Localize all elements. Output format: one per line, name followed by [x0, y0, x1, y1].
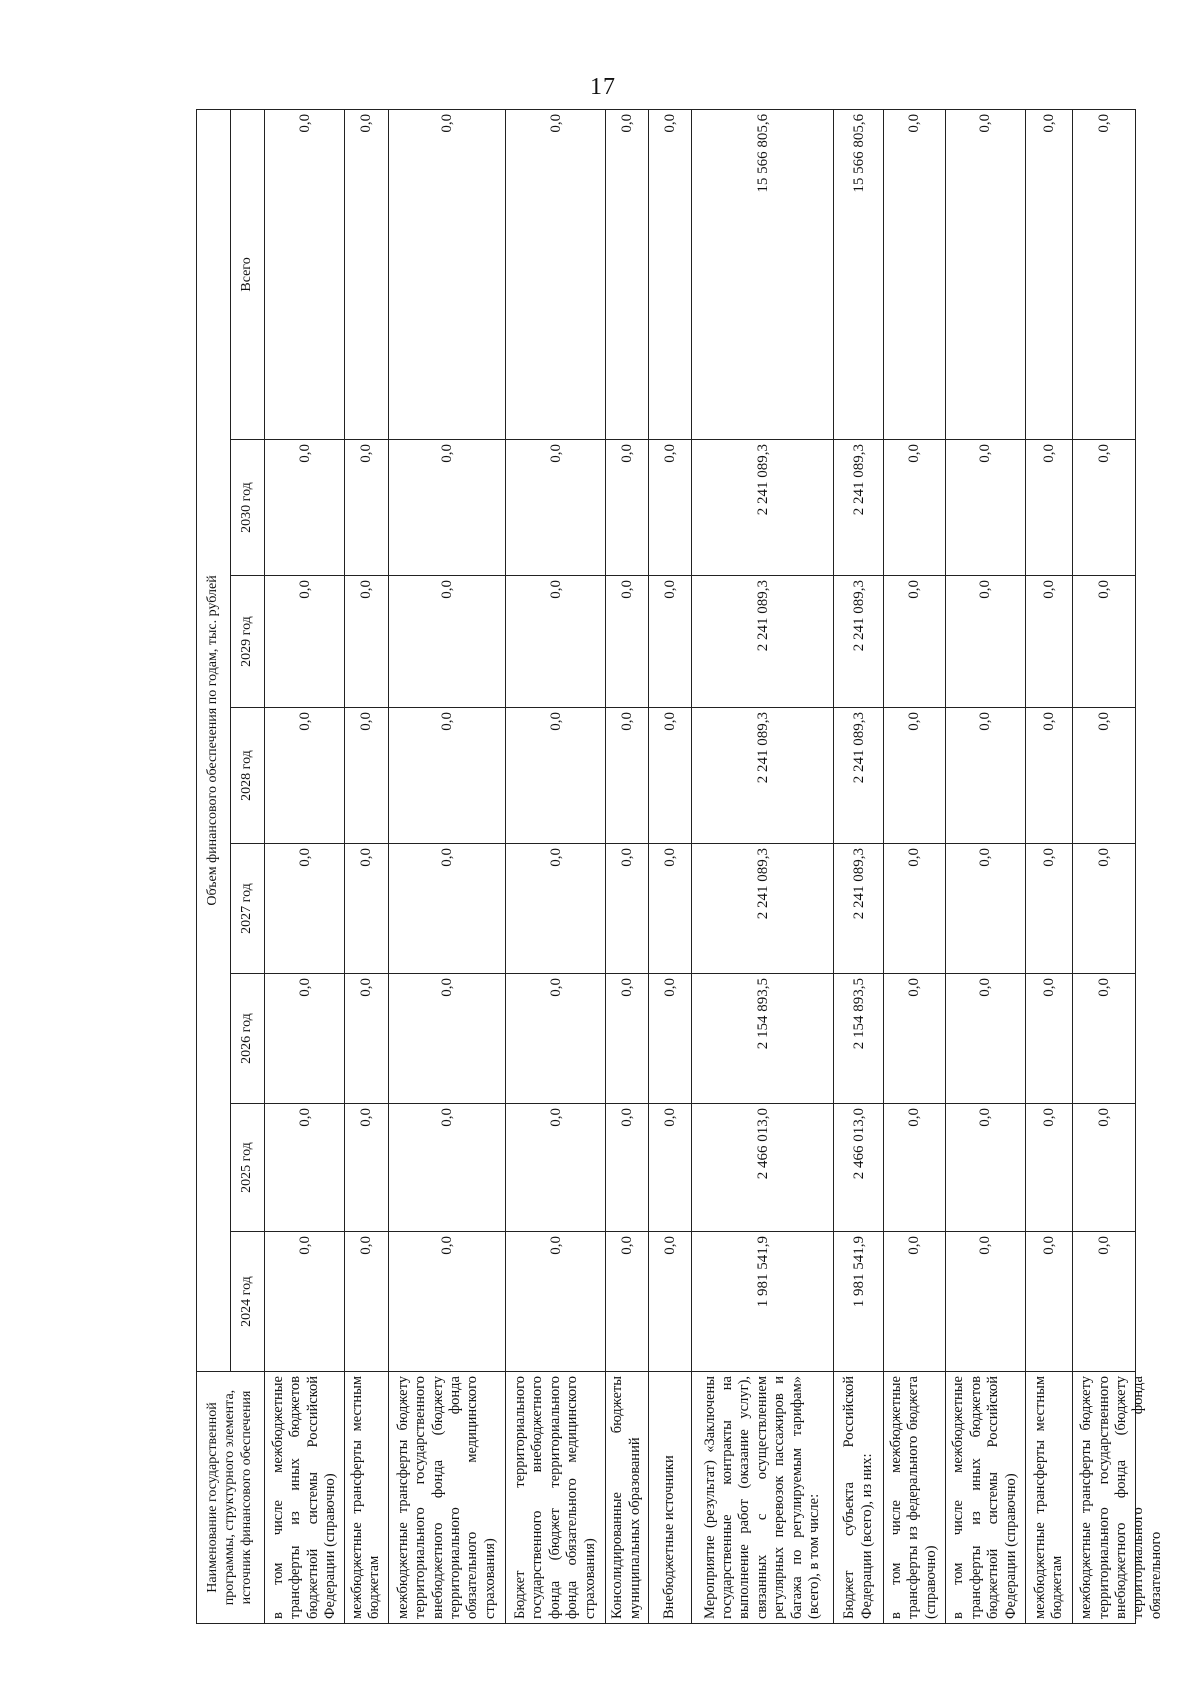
- table-row: [945, 109, 1025, 1623]
- cell-2030: 0,0: [1025, 440, 1072, 576]
- page-number: 17: [590, 74, 616, 100]
- cell-total: 15 566 805,6: [691, 109, 833, 439]
- cell-2026: 0,0: [883, 974, 945, 1104]
- table-row: [1025, 109, 1072, 1623]
- header-year-2030: 2030 год: [231, 440, 265, 576]
- header-financing-group: Объем финансового обеспечения по годам, тыс. рублей: [197, 109, 231, 1371]
- cell-2028: 0,0: [345, 708, 388, 844]
- cell-2027: 2 241 089,3: [834, 844, 884, 974]
- cell-2025: 0,0: [345, 1104, 388, 1232]
- cell-2029: 0,0: [648, 576, 691, 708]
- rotated-table-container: [196, 110, 1164, 1624]
- cell-2026: 0,0: [345, 974, 388, 1104]
- header-year-2029: 2029 год: [231, 576, 265, 708]
- table-row: [388, 109, 506, 1623]
- cell-2026: 0,0: [1073, 974, 1136, 1104]
- cell-2029: 2 241 089,3: [691, 576, 833, 708]
- cell-2030: 0,0: [265, 440, 345, 576]
- header-year-2027: 2027 год: [231, 844, 265, 974]
- cell-2024: 0,0: [345, 1232, 388, 1372]
- cell-2027: 0,0: [1025, 844, 1072, 974]
- cell-2025: 0,0: [945, 1104, 1025, 1232]
- cell-total: 0,0: [506, 109, 605, 439]
- header-year-2025: 2025 год: [231, 1104, 265, 1232]
- cell-2029: 2 241 089,3: [834, 576, 884, 708]
- cell-2026: 0,0: [388, 974, 506, 1104]
- cell-2027: 0,0: [1073, 844, 1136, 974]
- cell-total: 0,0: [1073, 109, 1136, 439]
- row-name: Бюджет субъекта Российской Федерации (всего), из них:: [834, 1372, 884, 1624]
- cell-2028: 0,0: [1025, 708, 1072, 844]
- cell-2024: 1 981 541,9: [691, 1232, 833, 1372]
- row-name: в том числе межбюджетные трансферты из иных бюджетов бюджетной системы Российской Федерации (справочно): [945, 1372, 1025, 1624]
- cell-2029: 0,0: [1025, 576, 1072, 708]
- cell-total: 0,0: [388, 109, 506, 439]
- cell-2027: 0,0: [945, 844, 1025, 974]
- cell-2028: 0,0: [1073, 708, 1136, 844]
- cell-2030: 0,0: [506, 440, 605, 576]
- cell-2028: 2 241 089,3: [691, 708, 833, 844]
- row-name: [1073, 1372, 1164, 1624]
- cell-total: 0,0: [883, 109, 945, 439]
- cell-2026: 2 154 893,5: [834, 974, 884, 1104]
- cell-2029: 0,0: [265, 576, 345, 708]
- cell-2029: 0,0: [605, 576, 648, 708]
- cell-2026: 0,0: [648, 974, 691, 1104]
- cell-2024: 0,0: [883, 1232, 945, 1372]
- cell-2026: 0,0: [605, 974, 648, 1104]
- table-row: [648, 109, 691, 1623]
- cell-2030: 0,0: [648, 440, 691, 576]
- cell-2028: 0,0: [883, 708, 945, 844]
- row-name: межбюджетные трансферты местным бюджетам: [345, 1372, 388, 1624]
- header-total: Всего: [231, 109, 265, 439]
- cell-2028: 2 241 089,3: [834, 708, 884, 844]
- cell-2025: 0,0: [506, 1104, 605, 1232]
- cell-2030: 0,0: [345, 440, 388, 576]
- cell-2024: 0,0: [506, 1232, 605, 1372]
- cell-total: 0,0: [345, 109, 388, 439]
- cell-2028: 0,0: [605, 708, 648, 844]
- cell-2029: 0,0: [506, 576, 605, 708]
- cell-total: 0,0: [1025, 109, 1072, 439]
- row-name: Внебюджетные источники: [648, 1372, 691, 1624]
- cell-2027: 0,0: [506, 844, 605, 974]
- cell-2030: 0,0: [945, 440, 1025, 576]
- table-row: [834, 109, 884, 1623]
- cell-2027: 0,0: [345, 844, 388, 974]
- row-name: Мероприятие (результат) «Заключены государственные контракты на выполнение работ (оказание услуг), связанных с осуществлением регулярных перевозок пассажиров и багажа по регулируемым тарифам» (всего), в том числе:: [691, 1372, 833, 1624]
- cell-2025: 0,0: [605, 1104, 648, 1232]
- cell-2024: 0,0: [1073, 1232, 1136, 1372]
- cell-2029: 0,0: [1073, 576, 1136, 708]
- cell-2026: 0,0: [945, 974, 1025, 1104]
- cell-2030: 2 241 089,3: [691, 440, 833, 576]
- cell-2029: 0,0: [945, 576, 1025, 708]
- table-row: [345, 109, 388, 1623]
- cell-2025: 2 466 013,0: [691, 1104, 833, 1232]
- cell-2024: 1 981 541,9: [834, 1232, 884, 1372]
- header-year-2024: 2024 год: [231, 1232, 265, 1372]
- cell-2030: 0,0: [605, 440, 648, 576]
- cell-2024: 0,0: [1025, 1232, 1072, 1372]
- table-row: [265, 109, 345, 1623]
- table-row: [605, 109, 648, 1623]
- cell-2025: 0,0: [1025, 1104, 1072, 1232]
- cell-2024: 0,0: [388, 1232, 506, 1372]
- cell-2028: 0,0: [388, 708, 506, 844]
- cell-2026: 0,0: [1025, 974, 1072, 1104]
- cell-2025: 0,0: [883, 1104, 945, 1232]
- row-name-text: межбюджетные трансферты бюджету территориального государственного внебюджетного фонда (бюджету территориального фонда обязательного: [1078, 1376, 1164, 1619]
- cell-total: 15 566 805,6: [834, 109, 884, 439]
- cell-2028: 0,0: [945, 708, 1025, 844]
- row-name: межбюджетные трансферты бюджету территориального государственного внебюджетного фонда (бюджету территориального фонда обязательного медицинского страхования): [388, 1372, 506, 1624]
- row-name: Бюджет территориального государственного внебюджетного фонда (бюджет территориального фонда обязательного медицинского страхования): [506, 1372, 605, 1624]
- cell-2029: 0,0: [388, 576, 506, 708]
- cell-2028: 0,0: [506, 708, 605, 844]
- row-name: в том числе межбюджетные трансферты из иных бюджетов бюджетной системы Российской Федерации (справочно): [265, 1372, 345, 1624]
- cell-2029: 0,0: [883, 576, 945, 708]
- cell-total: 0,0: [265, 109, 345, 439]
- table-row: [506, 109, 605, 1623]
- cell-total: 0,0: [945, 109, 1025, 439]
- cell-2027: 0,0: [605, 844, 648, 974]
- row-name: Консолидированные бюджеты муниципальных образований: [605, 1372, 648, 1624]
- cell-2026: 2 154 893,5: [691, 974, 833, 1104]
- cell-2027: 0,0: [648, 844, 691, 974]
- cell-2030: 2 241 089,3: [834, 440, 884, 576]
- cell-2025: 2 466 013,0: [834, 1104, 884, 1232]
- cell-2024: 0,0: [648, 1232, 691, 1372]
- cell-2030: 0,0: [883, 440, 945, 576]
- cell-total: 0,0: [605, 109, 648, 439]
- cell-2024: 0,0: [265, 1232, 345, 1372]
- table-row: [691, 109, 833, 1623]
- cell-2024: 0,0: [605, 1232, 648, 1372]
- row-name: межбюджетные трансферты местным бюджетам: [1025, 1372, 1072, 1624]
- cell-2029: 0,0: [345, 576, 388, 708]
- cell-total: 0,0: [648, 109, 691, 439]
- header-name-column: Наименование государственной программы, структурного элемента, источник финансового обеспечения: [197, 1372, 265, 1624]
- cell-2027: 2 241 089,3: [691, 844, 833, 974]
- cell-2025: 0,0: [388, 1104, 506, 1232]
- cell-2027: 0,0: [265, 844, 345, 974]
- cell-2026: 0,0: [265, 974, 345, 1104]
- cell-2026: 0,0: [506, 974, 605, 1104]
- cell-2028: 0,0: [265, 708, 345, 844]
- cell-2027: 0,0: [883, 844, 945, 974]
- cell-2030: 0,0: [1073, 440, 1136, 576]
- cell-2025: 0,0: [648, 1104, 691, 1232]
- row-name: в том числе межбюджетные трансферты из федерального бюджета (справочно): [883, 1372, 945, 1624]
- cell-2025: 0,0: [1073, 1104, 1136, 1232]
- table-row: [883, 109, 945, 1623]
- cell-2024: 0,0: [945, 1232, 1025, 1372]
- cell-2025: 0,0: [265, 1104, 345, 1232]
- financing-table: [196, 109, 1164, 1624]
- cell-2028: 0,0: [648, 708, 691, 844]
- header-year-2028: 2028 год: [231, 708, 265, 844]
- cell-2027: 0,0: [388, 844, 506, 974]
- cell-2030: 0,0: [388, 440, 506, 576]
- header-year-2026: 2026 год: [231, 974, 265, 1104]
- table-row: [1073, 109, 1136, 1623]
